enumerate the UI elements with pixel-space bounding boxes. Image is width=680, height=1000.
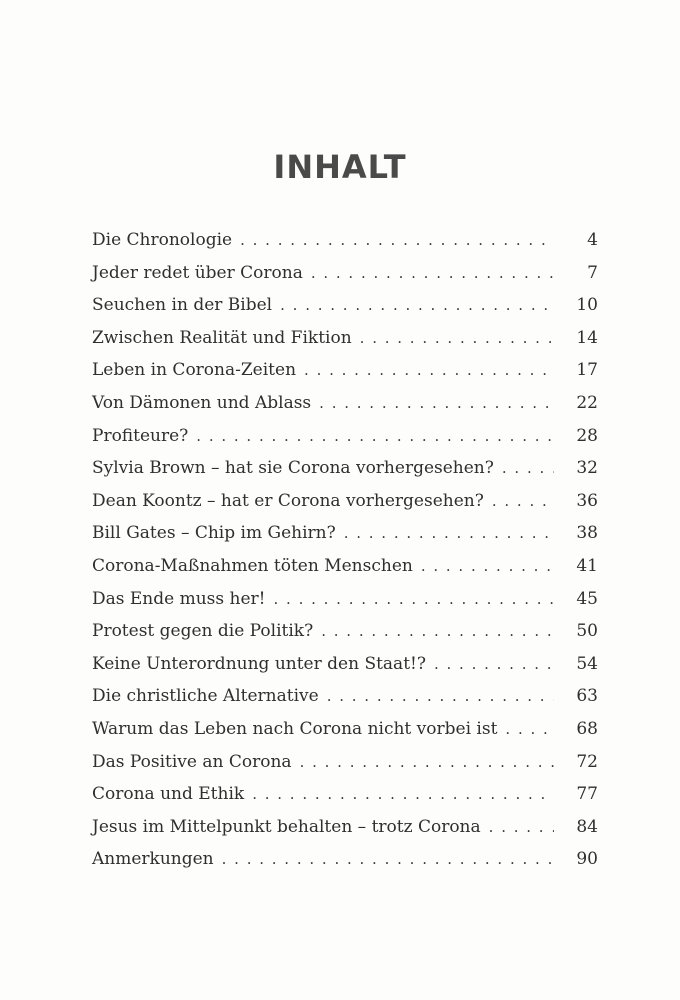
toc-entry-title: Protest gegen die Politik?	[92, 621, 314, 642]
toc-entry[interactable]	[92, 263, 598, 296]
toc-entry-title: Dean Koontz – hat er Corona vorhergesehen?	[92, 490, 484, 511]
toc-entry[interactable]	[92, 491, 598, 524]
toc-entry-page: 7	[587, 262, 598, 283]
toc-entry[interactable]	[92, 393, 598, 426]
dot-leader	[222, 850, 554, 868]
toc-entry-page: 17	[576, 360, 598, 381]
toc-entry-page: 54	[576, 653, 598, 674]
toc-entry-title: Bill Gates – Chip im Gehirn?	[92, 523, 336, 544]
toc-entry[interactable]	[92, 621, 598, 654]
dot-leader	[311, 264, 554, 282]
toc-entry-title: Jeder redet über Corona	[92, 262, 303, 283]
toc-entry-page: 14	[576, 327, 598, 348]
dot-leader	[360, 329, 554, 347]
toc-entry[interactable]	[92, 817, 598, 850]
dot-leader	[280, 296, 554, 314]
toc-entry[interactable]	[92, 523, 598, 556]
toc-entry-title: Keine Unterordnung unter den Staat!?	[92, 653, 426, 674]
toc-entry-page: 28	[576, 425, 598, 446]
dot-leader	[196, 427, 554, 445]
dot-leader	[489, 818, 554, 836]
toc-entry-title: Seuchen in der Bibel	[92, 295, 273, 316]
toc-entry-page: 38	[576, 523, 598, 544]
dot-leader	[240, 231, 554, 249]
table-of-contents	[92, 230, 598, 882]
toc-entry[interactable]	[92, 752, 598, 785]
toc-entry-title: Corona und Ethik	[92, 784, 245, 805]
toc-entry[interactable]	[92, 295, 598, 328]
toc-entry[interactable]	[92, 360, 598, 393]
toc-entry-title: Von Dämonen und Ablass	[92, 392, 312, 413]
toc-entry[interactable]	[92, 849, 598, 882]
dot-leader	[502, 459, 554, 477]
toc-entry-page: 68	[576, 718, 598, 739]
dot-leader	[319, 394, 554, 412]
dot-leader	[505, 720, 554, 738]
dot-leader	[304, 361, 554, 379]
toc-entry-title: Profiteure?	[92, 425, 189, 446]
toc-entry-page: 90	[576, 849, 598, 870]
toc-entry[interactable]	[92, 426, 598, 459]
toc-entry-page: 84	[576, 816, 598, 837]
toc-entry-page: 77	[576, 784, 598, 805]
toc-entry[interactable]	[92, 328, 598, 361]
dot-leader	[344, 524, 554, 542]
dot-leader	[434, 655, 554, 673]
toc-entry[interactable]	[92, 556, 598, 589]
toc-entry-title: Das Ende muss her!	[92, 588, 266, 609]
toc-entry[interactable]	[92, 654, 598, 687]
dot-leader	[274, 590, 555, 608]
toc-entry-title: Jesus im Mittelpunkt behalten – trotz Corona	[92, 816, 481, 837]
toc-entry[interactable]	[92, 230, 598, 263]
toc-entry-page: 32	[576, 458, 598, 479]
dot-leader	[321, 622, 554, 640]
toc-entry-title: Die Chronologie	[92, 230, 233, 250]
toc-entry[interactable]	[92, 458, 598, 491]
toc-entry-page: 4	[587, 230, 598, 250]
page-title: INHALT	[273, 148, 407, 186]
toc-entry-title: Das Positive an Corona	[92, 751, 292, 772]
toc-entry-title: Sylvia Brown – hat sie Corona vorhergesehen?	[92, 458, 494, 479]
toc-entry[interactable]	[92, 719, 598, 752]
toc-entry-page: 45	[576, 588, 598, 609]
toc-entry-page: 36	[576, 490, 598, 511]
dot-leader	[492, 492, 554, 510]
toc-entry-title: Leben in Corona-Zeiten	[92, 360, 297, 381]
toc-entry-title: Zwischen Realität und Fiktion	[92, 327, 352, 348]
toc-entry-title: Anmerkungen	[92, 849, 214, 870]
toc-entry-page: 22	[576, 392, 598, 413]
toc-entry-page: 50	[576, 621, 598, 642]
toc-entry-page: 72	[576, 751, 598, 772]
toc-entry-title: Warum das Leben nach Corona nicht vorbei ist	[92, 718, 498, 739]
toc-entry[interactable]	[92, 686, 598, 719]
dot-leader	[327, 687, 554, 705]
toc-entry-page: 10	[576, 295, 598, 316]
dot-leader	[421, 557, 554, 575]
dot-leader	[252, 785, 554, 803]
toc-entry[interactable]	[92, 589, 598, 622]
toc-entry-page: 41	[576, 555, 598, 576]
toc-entry-title: Die christliche Alternative	[92, 686, 319, 707]
dot-leader	[300, 753, 554, 771]
toc-entry-page: 63	[576, 686, 598, 707]
toc-entry-title: Corona-Maßnahmen töten Menschen	[92, 555, 413, 576]
toc-entry[interactable]	[92, 784, 598, 817]
